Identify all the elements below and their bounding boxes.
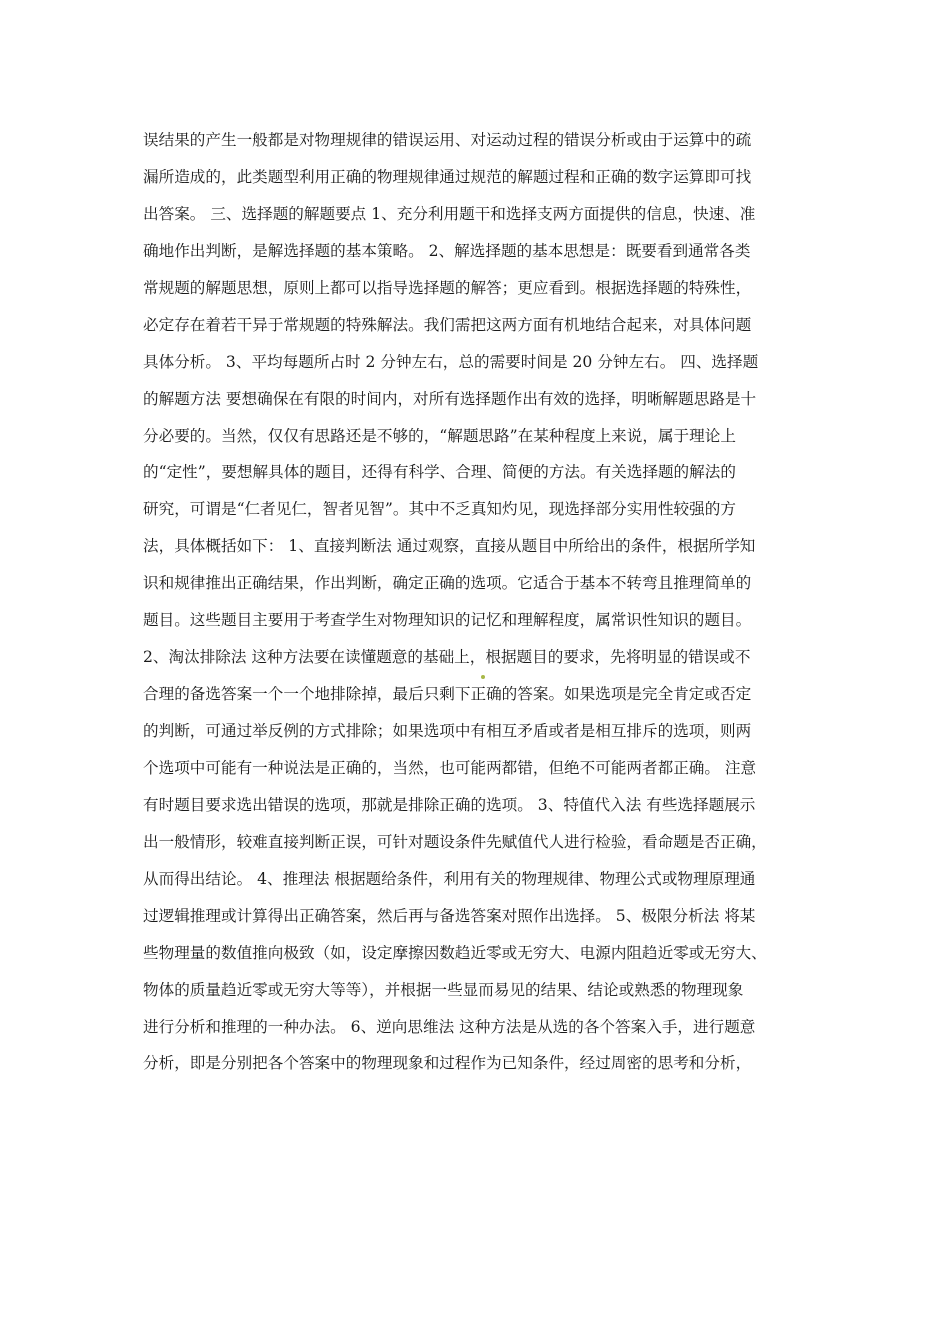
- stray-dot-mark: [481, 675, 485, 679]
- text-line: 误结果的产生一般都是对物理规律的错误运用、对运动过程的错误分析或由于运算中的疏: [143, 131, 752, 149]
- text-line: 的解题方法 要想确保在有限的时间内，对所有选择题作出有效的选择，明晰解题思路是十: [143, 389, 757, 408]
- text-line: 必定存在着若干异于常规题的特殊解法。我们需把这两方面有机地结合起来，对具体问题: [143, 315, 752, 334]
- text-line: 出一般情形，较难直接判断正误，可针对题设条件先赋值代人进行检验，看命题是否正确，: [143, 832, 767, 851]
- text-line: 个选项中可能有一种说法是正确的，当然，也可能两都错，但绝不可能两者都正确。 注意: [143, 758, 757, 777]
- text-line: 有时题目要求选出错误的选项，那就是排除正确的选项。 3、特值代入法 有些选择题展示: [143, 795, 756, 814]
- text-line: 法，具体概括如下： 1、直接判断法 通过观察，直接从题目中所给出的条件，根据所学知: [143, 537, 756, 556]
- text-line: 研究，可谓是“仁者见仁，智者见智”。其中不乏真知灼见，现选择部分实用性较强的方: [143, 500, 736, 519]
- text-line: 物体的质量趋近零或无穷大等等），并根据一些显而易见的结果、结论或熟悉的物理现象: [143, 980, 744, 999]
- text-line: 出答案。 三、选择题的解题要点 1、充分利用题干和选择支两方面提供的信息，快速、准: [143, 204, 756, 223]
- text-line: 的判断，可通过举反例的方式排除；如果选项中有相互矛盾或者是相互排斥的选项，则两: [143, 722, 752, 740]
- text-line: 些物理量的数值推向极致（如，设定摩擦因数趋近零或无穷大、电源内阻趋近零或无穷大、: [143, 943, 767, 962]
- text-line: 识和规律推出正确结果，作出判断，确定正确的选项。它适合于基本不转弯且推理简单的: [143, 574, 752, 593]
- text-line: 过逻辑推理或计算得出正确答案，然后再与备选答案对照作出选择。 5、极限分析法 将某: [143, 906, 756, 925]
- text-line: 的“定性”，要想解具体的题目，还得有科学、合理、简便的方法。有关选择题的解法的: [143, 463, 736, 482]
- text-line: 分析，即是分别把各个答案中的物理现象和过程作为已知条件，经过周密的思考和分析，: [143, 1054, 752, 1073]
- text-line: 具体分析。 3、平均每题所占时 2 分钟左右，总的需要时间是 20 分钟左右。 四、选择题: [143, 352, 759, 371]
- text-line: 确地作出判断，是解选择题的基本策略。 2、解选择题的基本思想是：既要看到通常各类: [143, 241, 751, 260]
- text-line: 常规题的解题思想，原则上都可以指导选择题的解答；更应看到。根据选择题的特殊性，: [143, 278, 752, 297]
- text-line: 分必要的。当然，仅仅有思路还是不够的，“解题思路”在某种程度上来说，属于理论上: [143, 426, 736, 445]
- text-line: 题目。这些题目主要用于考查学生对物理知识的记忆和理解程度，属常识性知识的题目。: [143, 611, 752, 630]
- text-line: 漏所造成的，此类题型利用正确的物理规律通过规范的解题过程和正确的数字运算即可找: [143, 167, 752, 186]
- text-line: 合理的备选答案一个一个地排除掉，最后只剩下正确的答案。如果选项是完全肯定或否定: [143, 685, 752, 704]
- text-line: 2、淘汰排除法 这种方法要在读懂题意的基础上，根据题目的要求，先将明显的错误或不: [143, 648, 751, 667]
- body-text: [143, 122, 823, 1082]
- text-line: 进行分析和推理的一种办法。 6、逆向思维法 这种方法是从选的各个答案入手，进行题意: [143, 1017, 756, 1036]
- text-line: 从而得出结论。 4、推理法 根据题给条件，利用有关的物理规律、物理公式或物理原理通: [143, 869, 756, 888]
